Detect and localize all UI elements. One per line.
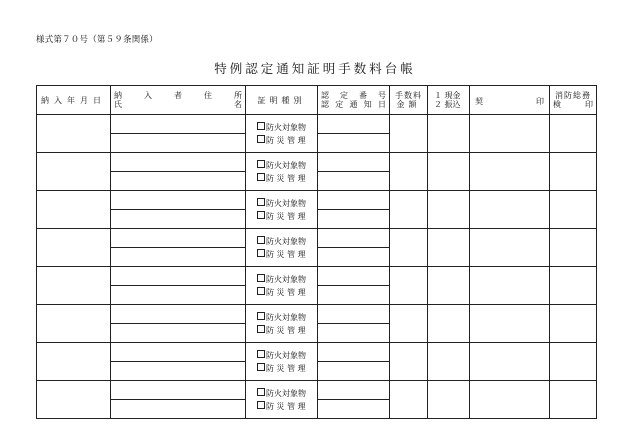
inspection-cell[interactable] [550,305,597,343]
seal-cell[interactable] [470,305,550,343]
receipt-date-cell[interactable] [37,191,111,229]
option-disaster-management[interactable] [246,362,317,375]
header-payment-cash: １ 現金 [434,91,461,100]
ledger-row [37,191,597,210]
option-fire-prevention[interactable] [246,349,317,362]
certificate-type-cell [246,343,318,381]
header-char: 認 [321,91,329,100]
cert-number-cell[interactable] [318,115,390,134]
header-inspection-seal [553,99,593,110]
ledger-row [37,343,597,362]
header-char: 者 [174,91,182,100]
certificate-type-cell [246,305,318,343]
payment-cell[interactable] [428,343,470,381]
fee-cell[interactable] [390,115,428,153]
checkbox-icon[interactable] [257,198,265,206]
payment-cell[interactable] [428,381,470,419]
notice-date-cell[interactable] [318,400,390,419]
receipt-date-cell[interactable] [37,229,111,267]
name-cell[interactable] [111,210,246,229]
fee-cell[interactable] [390,153,428,191]
cert-number-cell[interactable] [318,267,390,286]
receipt-date-cell[interactable] [37,115,111,153]
notice-date-cell[interactable] [318,324,390,343]
header-char: 名 [234,100,242,109]
cert-number-cell[interactable] [318,343,390,362]
checkbox-icon[interactable] [257,350,265,358]
header-char: 定 [340,91,348,100]
option-disaster-management[interactable] [246,286,317,299]
cert-number-cell[interactable] [318,229,390,248]
inspection-cell[interactable] [550,115,597,153]
checkbox-icon[interactable] [257,274,265,282]
inspection-cell[interactable] [550,153,597,191]
inspection-cell[interactable] [550,343,597,381]
address-cell[interactable] [111,343,246,362]
option-label: 防 災 管 理 [266,135,306,145]
option-label: 防火対象物 [266,198,306,208]
notice-date-cell[interactable] [318,172,390,191]
seal-cell[interactable] [470,229,550,267]
ledger-row [37,115,597,134]
seal-cell[interactable] [470,191,550,229]
header-fee-label: 手数料 [395,91,422,100]
address-cell[interactable] [111,381,246,400]
notice-date-cell[interactable] [318,134,390,153]
notice-date-cell[interactable] [318,286,390,305]
header-char: 日 [378,100,386,109]
header-payer [111,86,246,115]
certificate-type-cell [246,153,318,191]
ledger-row [37,267,597,286]
option-label: 防 災 管 理 [266,363,306,373]
option-label: 防 災 管 理 [266,249,306,259]
header-char: 検 [553,100,561,109]
checkbox-icon[interactable] [257,122,265,130]
cert-number-cell[interactable] [318,191,390,210]
certificate-type-cell [246,267,318,305]
address-cell[interactable] [111,305,246,324]
payment-cell[interactable] [428,115,470,153]
seal-cell[interactable] [470,267,550,305]
address-cell[interactable] [111,191,246,210]
name-cell[interactable] [111,172,246,191]
option-label: 防火対象物 [266,160,306,170]
fee-ledger-table [36,85,597,419]
option-fire-prevention[interactable] [246,235,317,248]
header-fee-amount: 金額 [396,100,421,109]
checkbox-icon[interactable] [257,325,265,333]
ledger-row [37,305,597,324]
certificate-type-cell [246,115,318,153]
form-reference: 様式第７０号（第５９条関係） [36,35,158,45]
option-label: 防 災 管 理 [266,173,306,183]
receipt-date-cell[interactable] [37,153,111,191]
fee-cell[interactable] [390,229,428,267]
page-title: 特例認定通知証明手数料台帳 [214,61,416,76]
cert-number-cell[interactable] [318,153,390,172]
header-char: 住 [204,91,212,100]
fee-cell[interactable] [390,267,428,305]
receipt-date-cell[interactable] [37,267,111,305]
option-fire-prevention[interactable] [246,311,317,324]
checkbox-icon[interactable] [257,236,265,244]
address-cell[interactable] [111,229,246,248]
name-cell[interactable] [111,400,246,419]
receipt-date-cell[interactable] [37,305,111,343]
option-fire-prevention[interactable] [246,121,317,134]
option-label: 防火対象物 [266,312,306,322]
certificate-type-cell [246,191,318,229]
receipt-date-cell[interactable] [37,381,111,419]
inspection-cell[interactable] [550,229,597,267]
checkbox-icon[interactable] [257,401,265,409]
name-cell[interactable] [111,324,246,343]
option-label: 防火対象物 [266,388,306,398]
header-char: 認 [321,100,329,109]
checkbox-icon[interactable] [257,249,265,257]
payment-cell[interactable] [428,229,470,267]
ledger-row [37,381,597,400]
notice-date-cell[interactable] [318,362,390,381]
option-label: 防火対象物 [266,122,306,132]
name-cell[interactable] [111,134,246,153]
seal-cell[interactable] [470,381,550,419]
option-fire-prevention[interactable] [246,273,317,286]
address-cell[interactable] [111,115,246,134]
header-certificate-type: 証明種別 [246,86,318,115]
name-cell[interactable] [111,286,246,305]
name-cell[interactable] [111,362,246,381]
ledger-row [37,229,597,248]
ledger-body [37,115,597,419]
address-cell[interactable] [111,153,246,172]
header-seal [470,86,550,115]
fee-cell[interactable] [390,305,428,343]
header-char: 入 [144,91,152,100]
option-fire-prevention[interactable] [246,387,317,400]
header-char: 番 [359,91,367,100]
header-char: 納 [114,91,122,100]
header-fee [390,86,428,115]
header-char: 所 [234,91,242,100]
seal-cell[interactable] [470,343,550,381]
option-disaster-management[interactable] [246,324,317,337]
receipt-date-cell[interactable] [37,343,111,381]
payment-cell[interactable] [428,267,470,305]
cert-number-cell[interactable] [318,381,390,400]
certificate-type-cell [246,229,318,267]
header-notice-date-line [321,99,386,110]
checkbox-icon[interactable] [257,160,265,168]
checkbox-icon[interactable] [257,287,265,295]
payment-cell[interactable] [428,305,470,343]
notice-date-cell[interactable] [318,210,390,229]
checkbox-icon[interactable] [257,211,265,219]
name-cell[interactable] [111,248,246,267]
header-char: 号 [378,91,386,100]
seal-cell[interactable] [470,115,550,153]
seal-cell[interactable] [470,153,550,191]
checkbox-icon[interactable] [257,173,265,181]
header-char: 定 [335,100,344,109]
option-disaster-management[interactable] [246,400,317,413]
payment-cell[interactable] [428,153,470,191]
header-seal-left: 契 [475,97,483,106]
notice-date-cell[interactable] [318,248,390,267]
option-label: 防火対象物 [266,236,306,246]
option-disaster-management[interactable] [246,134,317,147]
header-receipt-date: 納入年月日 [37,86,111,115]
header-payment-method [428,86,470,115]
header-inspection-dept: 消防総務 [555,91,591,100]
option-disaster-management[interactable] [246,248,317,261]
inspection-cell[interactable] [550,191,597,229]
option-label: 防 災 管 理 [266,287,306,297]
header-payer-name [114,99,242,110]
checkbox-icon[interactable] [257,312,265,320]
option-disaster-management[interactable] [246,172,317,185]
header-inspection [550,86,597,115]
checkbox-icon[interactable] [257,135,265,143]
option-label: 防火対象物 [266,274,306,284]
header-char: 氏 [114,100,122,109]
checkbox-icon[interactable] [257,363,265,371]
header-seal-right: 印 [536,97,544,106]
inspection-cell[interactable] [550,267,597,305]
ledger-row [37,153,597,172]
option-label: 防火対象物 [266,350,306,360]
cert-number-cell[interactable] [318,305,390,324]
header-char: 印 [585,100,593,109]
option-label: 防 災 管 理 [266,401,306,411]
option-fire-prevention[interactable] [246,159,317,172]
option-disaster-management[interactable] [246,210,317,223]
header-payment-transfer: ２ 振込 [434,100,461,109]
fee-cell[interactable] [390,191,428,229]
inspection-cell[interactable] [550,381,597,419]
header-row [37,86,597,115]
checkbox-icon[interactable] [257,388,265,396]
option-fire-prevention[interactable] [246,197,317,210]
option-label: 防 災 管 理 [266,211,306,221]
fee-cell[interactable] [390,381,428,419]
header-char: 通 [349,100,358,109]
payment-cell[interactable] [428,191,470,229]
fee-cell[interactable] [390,343,428,381]
option-label: 防 災 管 理 [266,325,306,335]
address-cell[interactable] [111,267,246,286]
certificate-type-cell [246,381,318,419]
header-char: 知 [363,100,372,109]
header-cert-number [318,86,390,115]
